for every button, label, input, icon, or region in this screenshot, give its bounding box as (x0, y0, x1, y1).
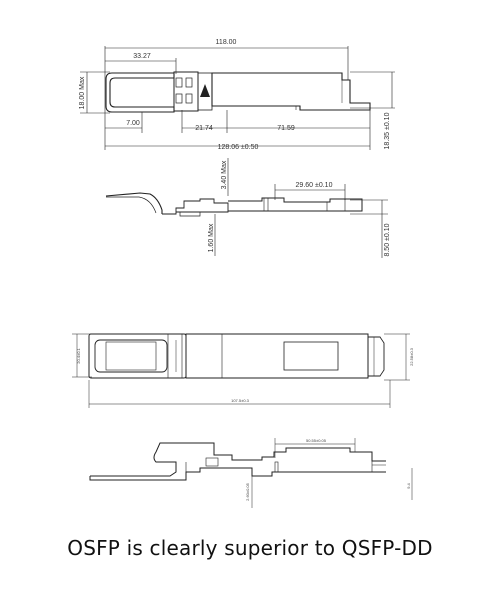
dim-top-max: 3.40 Max (221, 160, 228, 190)
side-view-2 (90, 438, 412, 508)
dim-total-length-2: 107.5±0.3 (231, 398, 249, 403)
caption: OSFP is clearly superior to QSFP-DD (67, 536, 433, 560)
dim-left-height: 20.4±0.1 (76, 348, 81, 364)
dim-rear-length-2: 50.55±0.05 (306, 438, 326, 443)
top-view-2 (72, 334, 410, 408)
dim-right-height: 22.58±0.3 (409, 348, 414, 366)
dim-mid-length: 21.74 (195, 125, 213, 132)
dim-latch-width: 33.27 (133, 53, 151, 60)
dim-left-offset: 7.00 (126, 120, 140, 127)
dim-body-length: 71.59 (277, 125, 295, 132)
dim-rear-length: 29.60 ±0.10 (295, 182, 333, 189)
dim-overall-length: 118.00 (215, 39, 237, 46)
dim-height-max: 18.00 Max (79, 76, 86, 110)
dim-total-length: 128.06 ±0.50 (217, 144, 259, 151)
dim-bottom-max: 1.60 Max (208, 223, 215, 253)
dim-side-height: 8.50 ±0.10 (384, 223, 391, 257)
dim-body-height: 18.35 ±0.10 (384, 112, 391, 150)
side-view-1 (106, 158, 388, 258)
dim-right-dim-2: 9.4 (406, 483, 411, 489)
top-view-1 (80, 46, 395, 150)
dim-left-dim-2: 2.60±0.05 (245, 483, 250, 501)
